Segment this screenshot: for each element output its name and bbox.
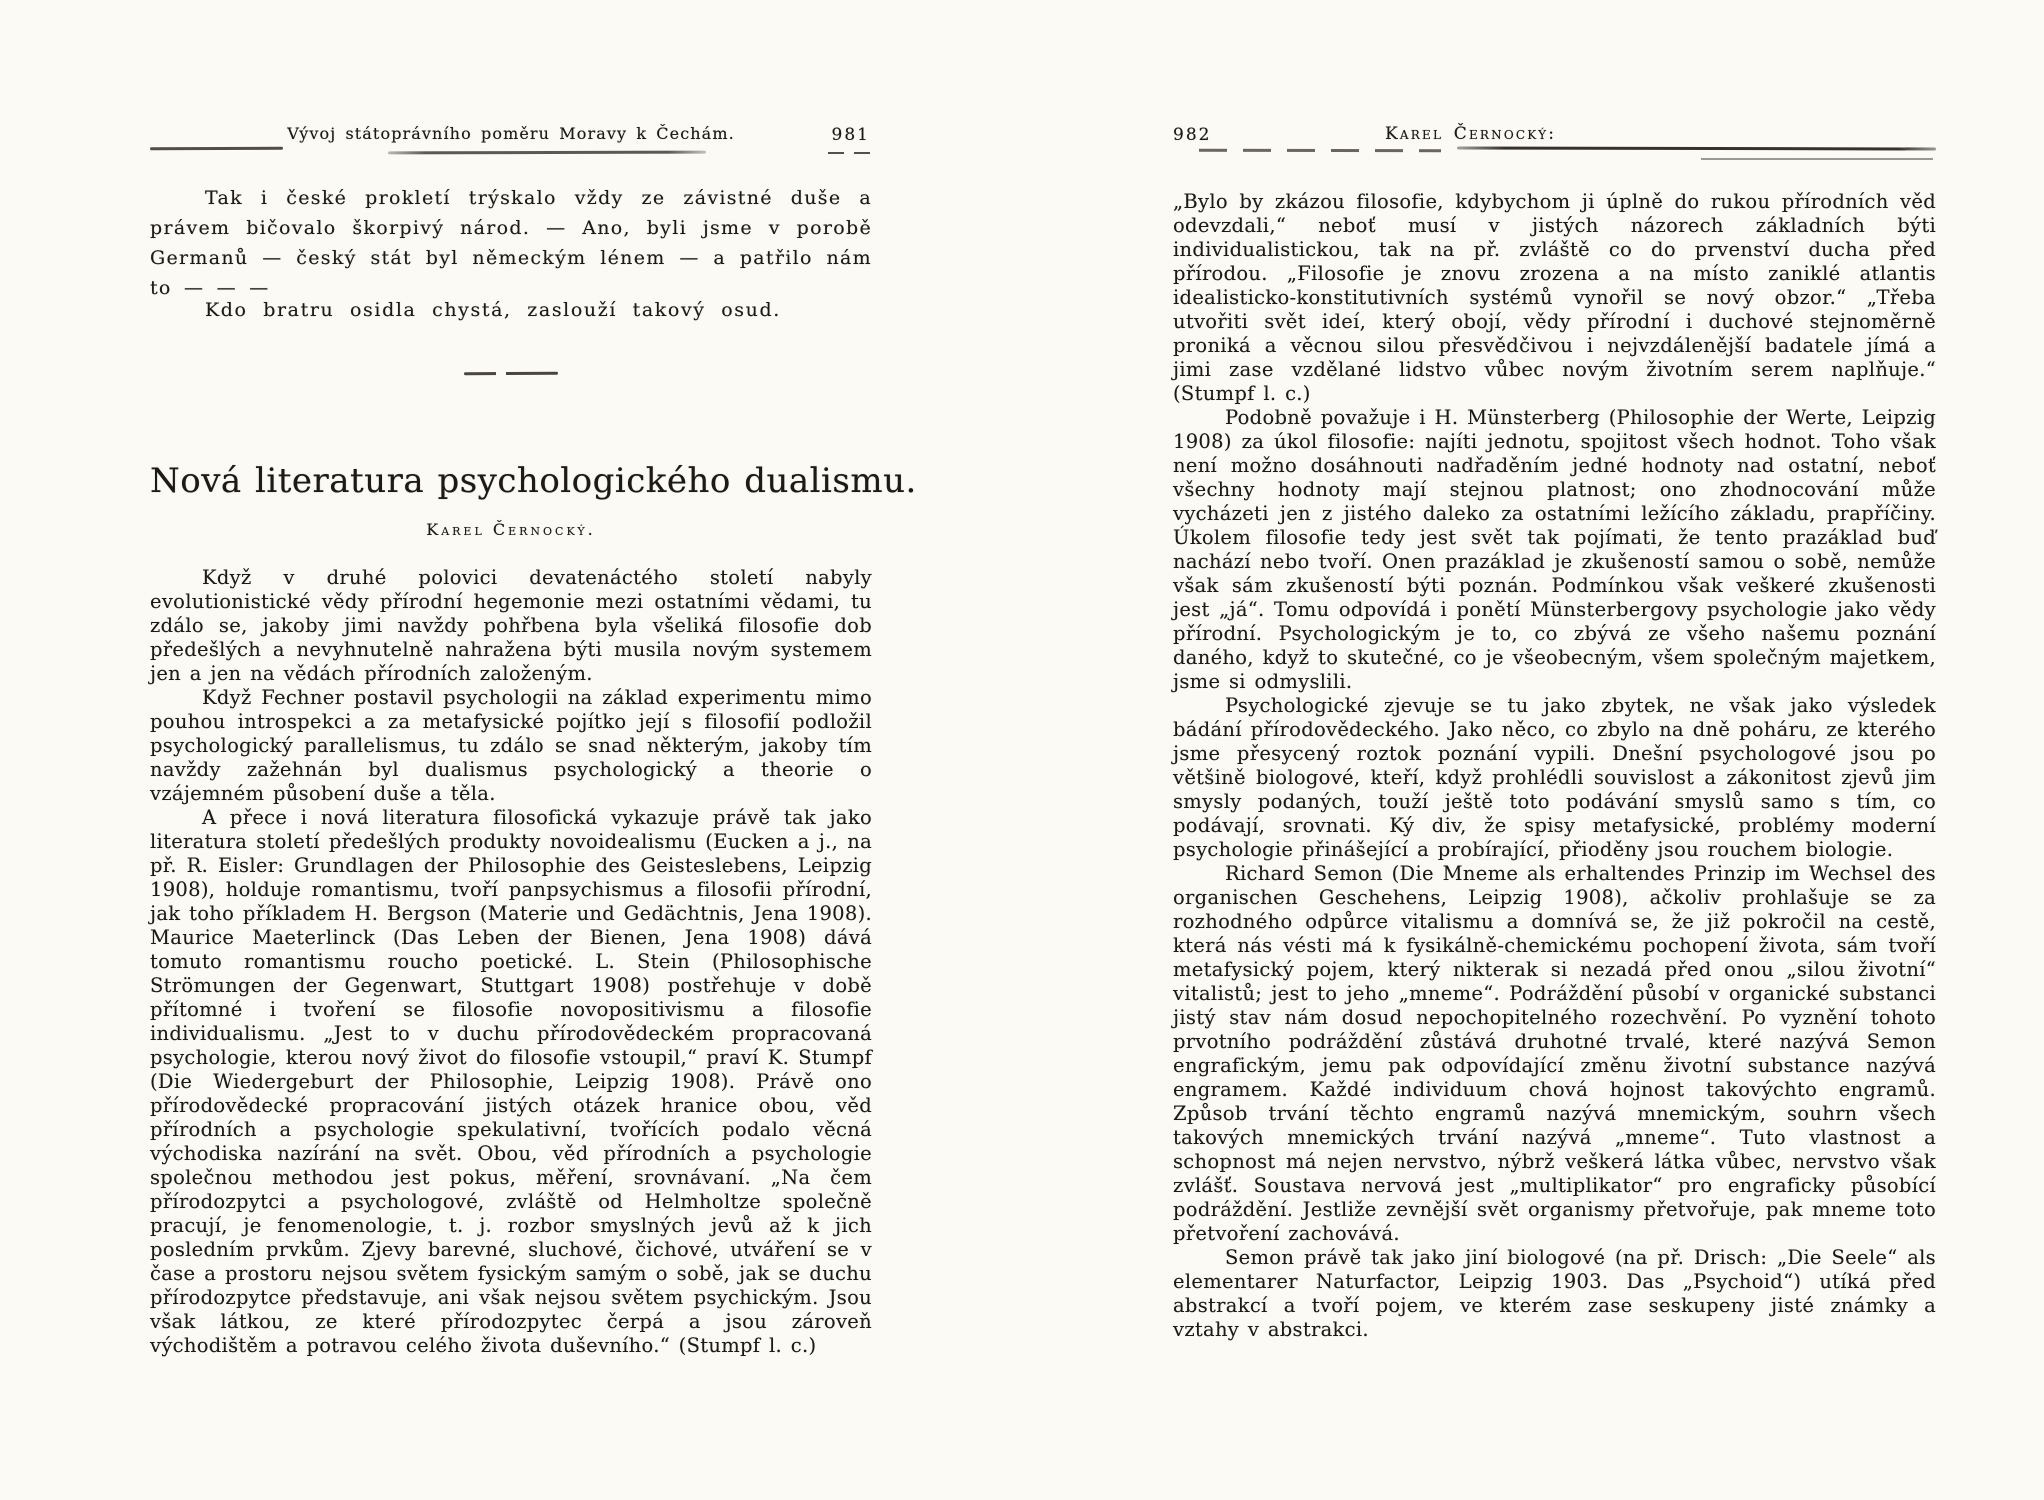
- previous-article-motto: Kdo bratru osidla chystá, zaslouží takový osud.: [205, 299, 781, 321]
- left-article-body: [150, 566, 872, 1358]
- page-right: [1173, 0, 1936, 1500]
- previous-article-ending: [150, 183, 872, 303]
- previous-article-last-paragraph: Tak i české prokletí trýskalo vždy ze závistné duše a právem bičovalo škorpivý národ. — Ano, byli jsme v porobě Germanů — český stát byl německým lénem — a patřilo nám to — — —: [150, 187, 872, 299]
- article-author: Karel Černocký.: [426, 520, 596, 539]
- page-left: [150, 0, 917, 1500]
- right-page-number: 982: [1173, 125, 1212, 145]
- header-rule-main: [1457, 146, 1936, 150]
- left-running-title: Vývoj státoprávního poměru Moravy k Čechám.: [287, 124, 735, 143]
- paragraph: Podobně považuje i H. Münsterberg (Philosophie der Werte, Leipzig 1908) za úkol filosofie: najíti jednotu, spojitost všech hodnot. Toho však není možno dosáhnouti nadřaděním jedné hodnoty nad ostatní, neboť všechny hodnoty mají stejnou platnost; ono zhodnocování může vycházeti jen z jistého daleko za ostatními ležícího základu, prapříčiny. Úkolem filosofie tedy jest svět tak pojímati, že tento prazáklad buď nachází nebo tvoří. Onen prazáklad je zkušeností samou o sobě, nemůže však sám zkušeností býti poznán. Podmínkou však veškeré zkušenosti jest „já“. Tomu odpovídá i ponětí Münsterbergovy psychologie jako vědy přírodní. Psychologickým je to, co zbývá ze všeho našemu poznání daného, když to skutečné, co je všeobecným, všem společným majetkem, jsme si odmyslili.: [1173, 406, 1936, 693]
- paragraph: A přece i nová literatura filosofická vykazuje právě tak jako literatura století předešlých produkty novoidealismu (Eucken a j., na př. R. Eisler: Grundlagen der Philosophie des Geisteslebens, Leipzig 1908), holduje romantismu, tvoří panpsychismus a filosofii přírodní, jak toho příkladem H. Bergson (Materie und Gedächtnis, Jena 1908). Maurice Maeterlinck (Das Leben der Bienen, Jena 1908) dává tomuto romantismu roucho poetické. L. Stein (Philosophische Strömungen der Gegenwart, Stuttgart 1908) postřehuje v době přítomné i tvoření se filosofie novopositivismu a filosofie individualismu. „Jest to v duchu přírodovědeckém propracovaná psychologie, kterou nový život do filosofie vstoupil,“ praví K. Stumpf (Die Wiedergeburt der Philosophie, Leipzig 1908). Právě ono přírodovědecké propracování jistých otázek hranice obou, věd přírodních a psychologie spekulativní, tvořících podalo věcná východiska nazírání na svět. Obou, věd přírodních a psychologie společnou methodou jest pokus, měření, srovnávaní. „Na čem přírodozpytci a psychologové, zvláště od Helmholtze společně pracují, je fenomenologie, t. j. rozbor smyslných jevů až k jich posledním prvkům. Zjevy barevné, sluchové, čichové, utváření se v čase a prostoru nejsou světem fysickým samým o sobě, jak se duchu přírodozpytce představuje, ani však nejsou světem psychickým. Jsou však látkou, ze které přírodozpytec čerpá a jsou zároveň východištěm a potravou celého života duševního.“ (Stumpf l. c.): [150, 806, 872, 1357]
- paragraph: Semon právě tak jako jiní biologové (na př. Drisch: „Die Seele“ als elementarer Naturfactor, Leipzig 1903. Das „Psychoid“) utíká před abstrakcí a tvoří pojem, ve kterém zase seskupeny jisté známky a vztahy v abstrakci.: [1173, 1246, 1936, 1341]
- left-page-number: 981: [831, 125, 870, 145]
- paragraph: Psychologické zjevuje se tu jako zbytek, ne však jako výsledek bádání přírodovědeckého. Jako něco, co zbylo na dně poháru, ze kterého jsme přesycený roztok poznání vypili. Dnešní psychologové jsou po většině biologové, kteří, když prohlédli souvislost a zákonitost zjevů jim smysly podaných, touží ještě toto podávání smyslů samo s tím, co podávají, srovnati. Ký div, že spisy metafysické, problémy moderní psychologie přinášející a probírající, přioděny jsou rouchem biologie.: [1173, 694, 1936, 861]
- paragraph: Když Fechner postavil psychologii na základ experimentu mimo pouhou introspekci a za metafysické pojítko její s filosofií podložil psychologický parallelismus, tu zdálo se snad některým, jakoby tím navždy zažehnán byl dualismus psychologický a theorie o vzájemném působení duše a těla.: [150, 686, 872, 805]
- right-article-body: [1173, 190, 1936, 1342]
- paragraph: Richard Semon (Die Mneme als erhaltendes Prinzip im Wechsel des organischen Geschehens, Leipzig 1908), ačkoliv prohlašuje se za rozhodného odpůrce vitalismu a domnívá se, že již pokročil na cestě, která nás vésti má k fysikálně-chemickému pochopení života, sám tvoří metafysický pojem, který nikterak si nezadá před onou „silou životní“ vitalistů; jest to jeho „mneme“. Podráždění působí v organické substanci jistý stav nám dosud nepochopitelného rozechvění. Po vyznění tohoto prvotního podráždění zůstává druhotné trvalé, které nazývá Semon engrafickým, jemu pak odpovídající změnu životní substance nazývá engramem. Každé individuum chová hojnost takovýchto engramů. Způsob trvání těchto engramů nazývá mnemickým, souhrn všech takových mnemických trvání nazývá „mneme“. Tuto vlastnost a schopnost má nejen nervstvo, nýbrž veškerá látka vůbec, nervstvo však zvlášť. Soustava nervová jest „multiplikator“ pro engraficky působící podráždění. Jestliže zevnější svět organismy přetvořuje, pak mneme toto přetvoření zachovává.: [1173, 862, 1936, 1245]
- right-paragraph-list: [1173, 406, 1936, 1342]
- article-title: Nová literatura psychologického dualismu.: [150, 461, 917, 501]
- right-running-title: Karel Černocký:: [1385, 124, 1557, 144]
- continuation-paragraph: „Bylo by zkázou filosofie, kdybychom ji úplně do rukou přírodních věd odevzdali,“ neboť musí v jistých názorech základních býti individualistickou, tak na př. zvláště co do prvenství ducha před přírodou. „Filosofie je znovu zrozena a na místo zaniklé atlantis idealisticko-konstitutivních systémů vynořil se nový obzor.“ „Třeba utvořiti svět ideí, který obojí, vědy přírodní i duchové stejnoměrně proniká a věcnou silou přesvědčivou i nejvzdálenější badatele jímá a jimi zase vzdělané lidstvo vůbec novým životním serem naplňuje.“ (Stumpf l. c.): [1173, 190, 1936, 405]
- header-rule-secondary: [1701, 158, 1933, 160]
- section-divider-rule: [464, 372, 558, 375]
- header-rule-left-margin: [150, 147, 283, 150]
- header-rule-dashes: [1199, 149, 1441, 152]
- left-running-header: [150, 124, 872, 143]
- header-rule-under-title: [388, 151, 706, 155]
- paragraph: Když v druhé polovici devatenáctého století nabyly evolutionistické vědy přírodní hegemonie mezi ostatními vědami, tu zdálo se, jakoby jimi navždy pohřbena byla všeliká filosofie dob předešlých a nevyhnutelně nahražena býti musila novým systemem jen a jen na vědách přírodních založeným.: [150, 566, 872, 685]
- header-rule-under-page-number: [828, 152, 872, 154]
